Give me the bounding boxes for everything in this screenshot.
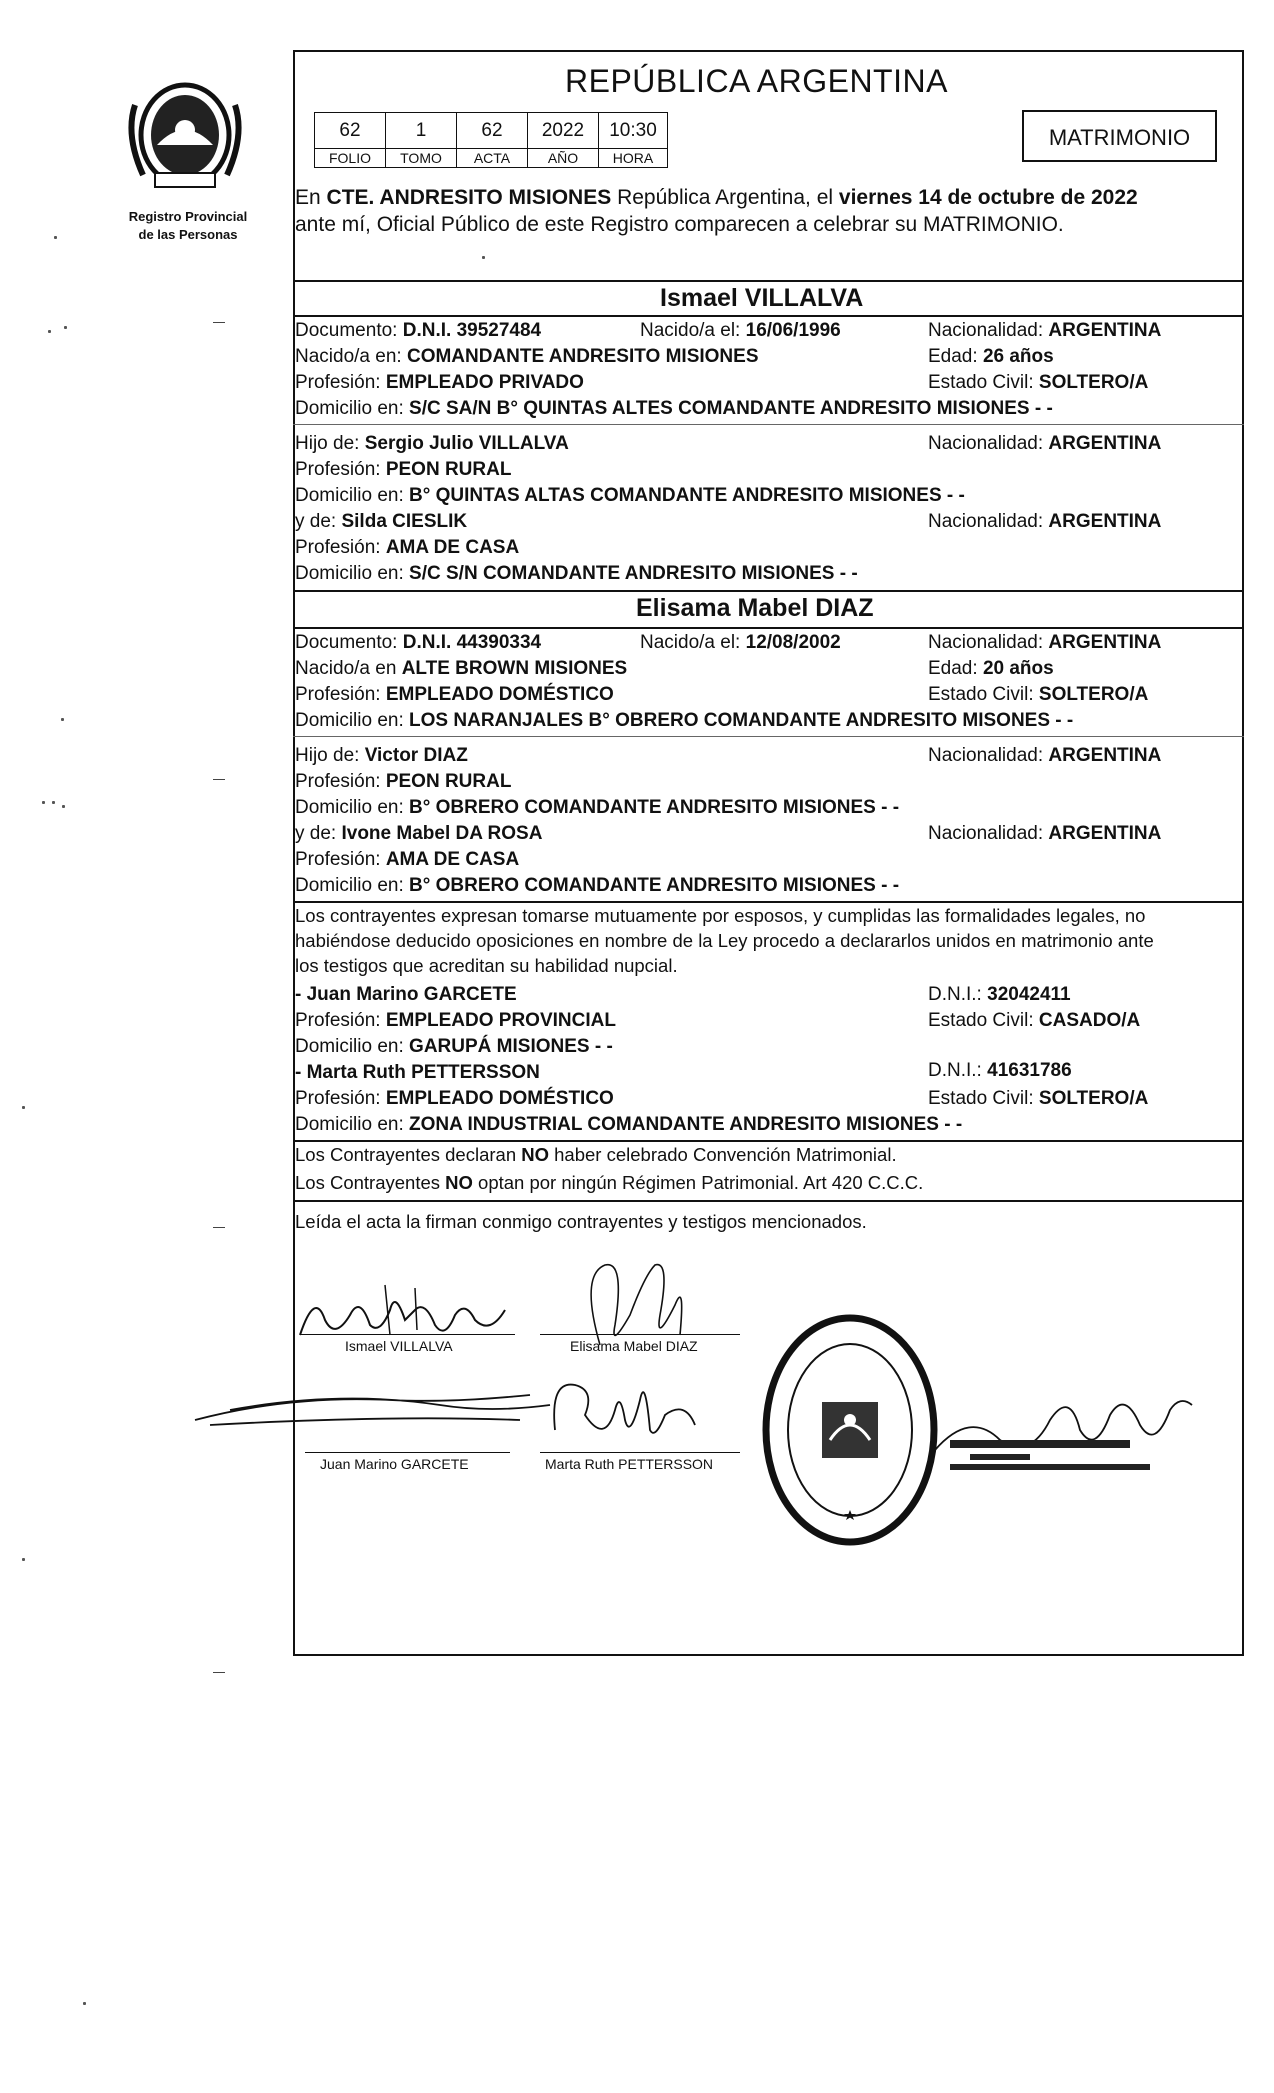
declaration-line1: Los contrayentes expresan tomarse mutuamente por esposos, y cumplidas las formalidades legales, no [295, 905, 1146, 926]
spouse1-father-profesion: Profesión: PEON RURAL [295, 459, 512, 480]
margin-mark [213, 1672, 225, 1673]
spouse1-mother-domicilio: Domicilio en: S/C S/N COMANDANTE ANDRESITO MISIONES - - [295, 563, 858, 584]
folio-value: 62 [315, 113, 386, 149]
spouse2-nacido-en: Nacido/a en ALTE BROWN MISIONES [295, 658, 628, 679]
coat-of-arms-icon [115, 75, 255, 195]
section-divider [293, 1200, 1244, 1202]
anio-label: AÑO [528, 149, 599, 168]
section-divider [293, 1140, 1244, 1142]
ceremony-date: viernes 14 de octubre de 2022 [838, 186, 1138, 209]
spouse1-mother-nacionalidad: Nacionalidad: ARGENTINA [928, 511, 1162, 532]
tomo-label: TOMO [386, 149, 457, 168]
intro-line2: ante mí, Oficial Público de este Registro comparecen a celebrar su MATRIMONIO. [295, 213, 1064, 236]
signature-line [300, 1334, 515, 1335]
anio-value: 2022 [528, 113, 599, 149]
folio-label: FOLIO [315, 149, 386, 168]
spouse2-profesion: Profesión: EMPLEADO DOMÉSTICO [295, 684, 614, 705]
section-divider [293, 315, 1244, 317]
section-divider [293, 590, 1244, 592]
spouse2-estado-civil: Estado Civil: SOLTERO/A [928, 684, 1149, 705]
hora-value: 10:30 [599, 113, 668, 149]
witness1-profesion: Profesión: EMPLEADO PROVINCIAL [295, 1010, 616, 1031]
regime-line2: Los Contrayentes NO optan por ningún Régimen Patrimonial. Art 420 C.C.C. [295, 1172, 924, 1193]
signature-line [540, 1334, 740, 1335]
registry-name-line1: Registro Provincial [128, 209, 248, 224]
witness2-profesion: Profesión: EMPLEADO DOMÉSTICO [295, 1088, 614, 1109]
row-underline [293, 736, 1244, 737]
spouse2-name: Elisama Mabel DIAZ [636, 594, 874, 622]
spouse1-nacionalidad: Nacionalidad: ARGENTINA [928, 320, 1162, 341]
spouse2-mother-domicilio: Domicilio en: B° OBRERO COMANDANTE ANDRESITO MISIONES - - [295, 875, 900, 896]
spouse1-edad: Edad: 26 años [928, 346, 1054, 367]
witness1-estado-civil: Estado Civil: CASADO/A [928, 1010, 1141, 1031]
spouse2-father: Hijo de: Victor DIAZ [295, 745, 468, 766]
ceremony-place: CTE. ANDRESITO MISIONES [326, 186, 612, 209]
witness2-dni: D.N.I.: 41631786 [928, 1060, 1072, 1081]
scan-speck [52, 801, 55, 804]
scan-speck [64, 326, 67, 329]
row-underline [293, 424, 1244, 425]
signature-line [305, 1452, 510, 1453]
document-title: REPÚBLICA ARGENTINA [565, 63, 948, 99]
spouse2-edad: Edad: 20 años [928, 658, 1054, 679]
signature-label-elisama: Elisama Mabel DIAZ [570, 1338, 698, 1354]
spouse2-mother-profesion: Profesión: AMA DE CASA [295, 849, 520, 870]
declaration-line3: los testigos que acreditan su habilidad nupcial. [295, 955, 678, 976]
witness1-name: - Juan Marino GARCETE [295, 984, 517, 1005]
spouse2-mother-nacionalidad: Nacionalidad: ARGENTINA [928, 823, 1162, 844]
declaration-line2: habiéndose deducido oposiciones en nombre de la Ley procedo a declararlos unidos en matrimonio ante [295, 930, 1154, 951]
signature-label-ismael: Ismael VILLALVA [345, 1338, 453, 1354]
spouse1-father: Hijo de: Sergio Julio VILLALVA [295, 433, 569, 454]
regime-line1: Los Contrayentes declaran NO haber celebrado Convención Matrimonial. [295, 1144, 897, 1165]
scan-speck [61, 718, 64, 721]
margin-mark [213, 1227, 225, 1228]
scan-speck [54, 236, 57, 239]
scan-speck [42, 801, 45, 804]
witness2-domicilio: Domicilio en: ZONA INDUSTRIAL COMANDANTE ANDRESITO MISIONES - - [295, 1114, 963, 1135]
witness1-dni: D.N.I.: 32042411 [928, 984, 1071, 1005]
acta-label: ACTA [457, 149, 528, 168]
spouse1-name: Ismael VILLALVA [660, 284, 864, 312]
spouse1-documento: Documento: D.N.I. 39527484 [295, 320, 542, 341]
spouse1-father-domicilio: Domicilio en: B° QUINTAS ALTAS COMANDANTE ANDRESITO MISIONES - - [295, 485, 965, 506]
closing-statement: Leída el acta la firman conmigo contrayentes y testigos mencionados. [295, 1211, 867, 1232]
spouse2-mother: y de: Ivone Mabel DA ROSA [295, 823, 543, 844]
scan-speck [22, 1106, 25, 1109]
spouse2-domicilio: Domicilio en: LOS NARANJALES B° OBRERO COMANDANTE ANDRESITO MISONES - - [295, 710, 1074, 731]
margin-mark [213, 779, 225, 780]
scan-speck [83, 2002, 86, 2005]
official-signature [930, 1380, 1200, 1470]
spouse1-domicilio: Domicilio en: S/C SA/N B° QUINTAS ALTES COMANDANTE ANDRESITO MISIONES - - [295, 398, 1053, 419]
signature-juan [190, 1375, 560, 1435]
spouse1-nacido-el: Nacido/a el: 16/06/1996 [640, 320, 841, 341]
scan-speck [62, 805, 65, 808]
spouse1-mother-profesion: Profesión: AMA DE CASA [295, 537, 520, 558]
witness1-domicilio: Domicilio en: GARUPÁ MISIONES - - [295, 1036, 613, 1057]
spouse2-father-nacionalidad: Nacionalidad: ARGENTINA [928, 745, 1162, 766]
spouse1-nacido-en: Nacido/a en: COMANDANTE ANDRESITO MISIONES [295, 346, 759, 367]
witness2-name: - Marta Ruth PETTERSSON [295, 1062, 540, 1083]
hora-label: HORA [599, 149, 668, 168]
acta-value: 62 [457, 113, 528, 149]
spouse2-nacionalidad: Nacionalidad: ARGENTINA [928, 632, 1162, 653]
spouse1-profesion: Profesión: EMPLEADO PRIVADO [295, 372, 584, 393]
section-divider [293, 627, 1244, 629]
spouse1-father-nacionalidad: Nacionalidad: ARGENTINA [928, 433, 1162, 454]
signature-marta [545, 1370, 745, 1455]
registry-fields-table [314, 112, 668, 168]
signature-label-marta: Marta Ruth PETTERSSON [545, 1456, 714, 1472]
signature-line [540, 1452, 740, 1453]
document-type-box: MATRIMONIO [1022, 110, 1217, 162]
scan-speck [482, 256, 485, 259]
spouse2-documento: Documento: D.N.I. 44390334 [295, 632, 542, 653]
spouse2-father-profesion: Profesión: PEON RURAL [295, 771, 512, 792]
section-divider [293, 901, 1244, 903]
spouse1-mother: y de: Silda CIESLIK [295, 511, 468, 532]
scan-speck [48, 330, 51, 333]
signature-label-juan: Juan Marino GARCETE [320, 1456, 469, 1472]
tomo-value: 1 [386, 113, 457, 149]
spouse2-nacido-el: Nacido/a el: 12/08/2002 [640, 632, 841, 653]
section-divider [293, 280, 1244, 282]
spouse2-father-domicilio: Domicilio en: B° OBRERO COMANDANTE ANDRESITO MISIONES - - [295, 797, 900, 818]
scan-speck [22, 1558, 25, 1561]
margin-mark [213, 322, 225, 323]
registry-name-line2: de las Personas [138, 227, 238, 242]
registry-logo [115, 75, 255, 195]
intro-line1: En CTE. ANDRESITO MISIONES República Argentina, el viernes 14 de octubre de 2022 [295, 186, 1138, 209]
spouse1-estado-civil: Estado Civil: SOLTERO/A [928, 372, 1149, 393]
official-seal-icon [760, 1310, 940, 1550]
witness2-estado-civil: Estado Civil: SOLTERO/A [928, 1088, 1149, 1109]
